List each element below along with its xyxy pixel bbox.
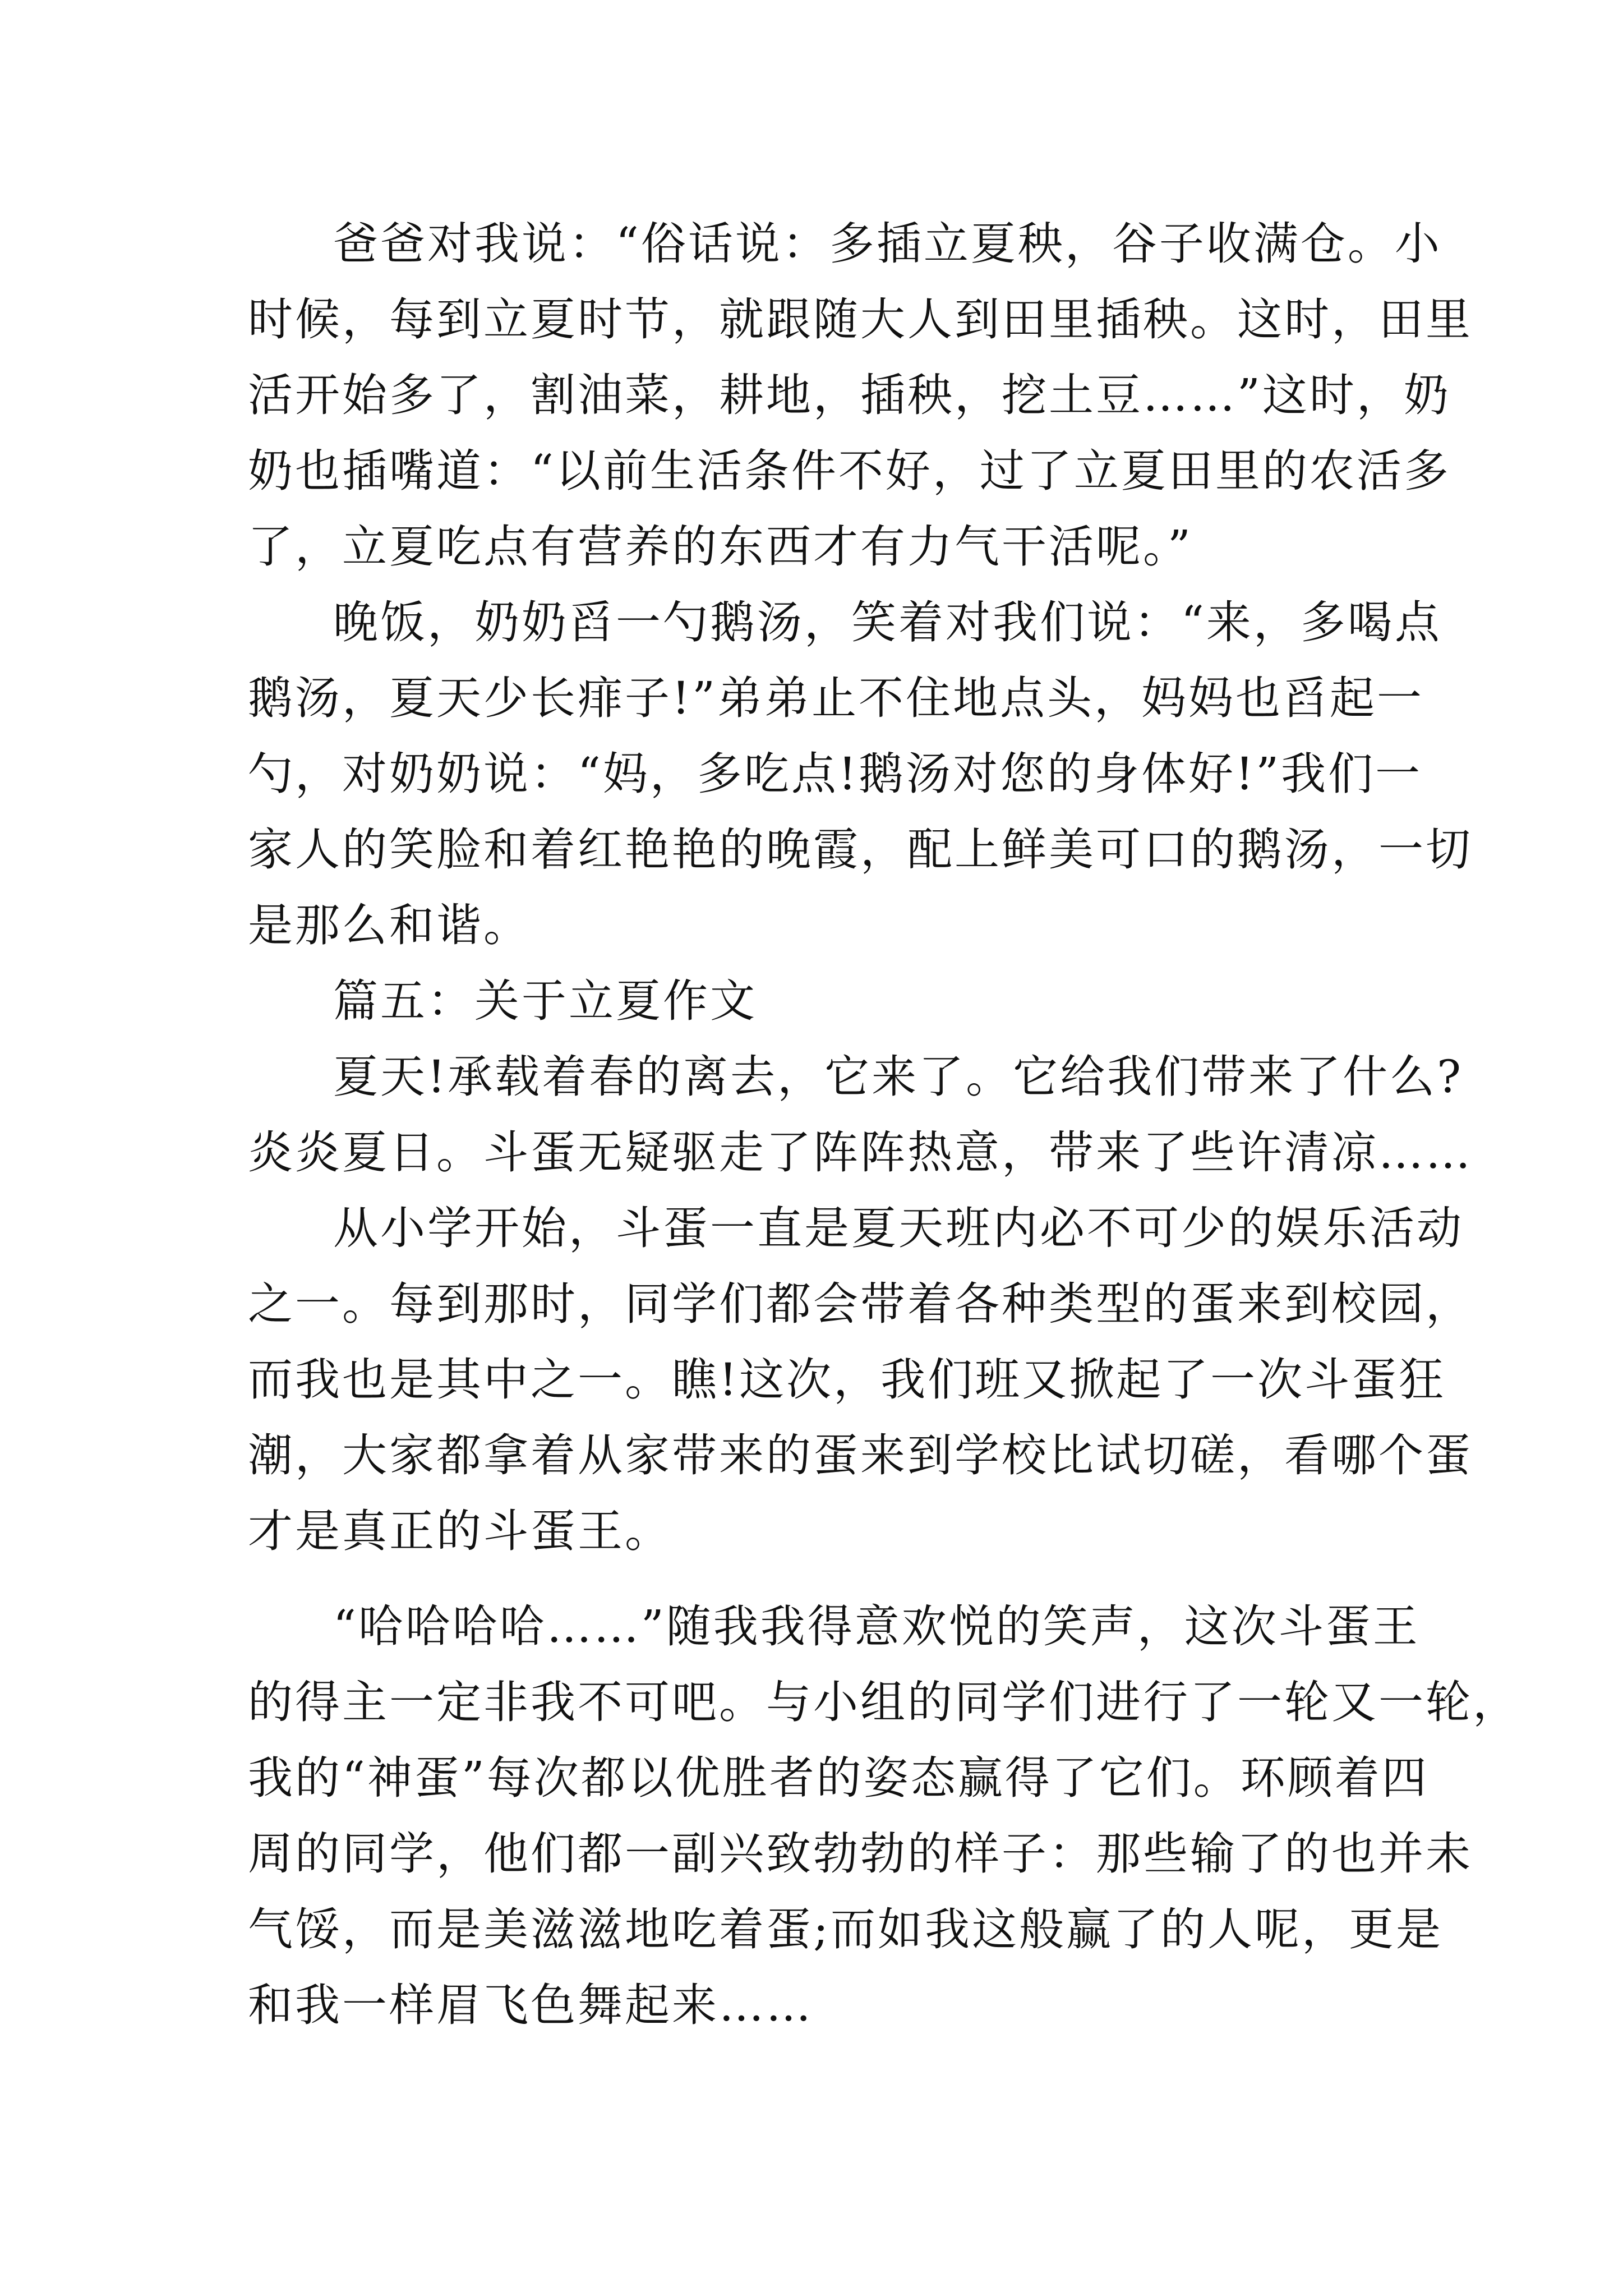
text-line xyxy=(0,1972,1623,2039)
text-line xyxy=(0,1745,1623,1812)
text-line-content: 活开始多了，割油菜，耕地，插秧，挖土豆……”这时，奶 xyxy=(248,369,1451,421)
text-line-content: 之一。每到那时，同学们都会带着各种类型的蛋来到校园， xyxy=(248,1278,1473,1330)
text-line xyxy=(0,1195,1623,1262)
text-line xyxy=(0,816,1623,884)
text-line xyxy=(0,1422,1623,1489)
text-line xyxy=(0,892,1623,959)
text-line-content: 的得主一定非我不可吧。与小组的同学们进行了一轮又一轮， xyxy=(248,1676,1520,1728)
text-line-content: 而我也是其中之一。瞧!这次，我们班又掀起了一次斗蛋狂 xyxy=(248,1354,1446,1406)
text-line xyxy=(0,210,1623,278)
text-line-content: 勺，对奶奶说：“妈，多吃点!鹅汤对您的身体好!”我们一 xyxy=(248,748,1423,800)
text-line xyxy=(0,1271,1623,1338)
text-line-content: 气馁，而是美滋滋地吃着蛋;而如我这般赢了的人呢，更是 xyxy=(248,1903,1443,1955)
text-line-content: “哈哈哈哈……”随我我得意欢悦的笑声，这次斗蛋王 xyxy=(333,1600,1420,1653)
text-line-content: 周的同学，他们都一副兴致勃勃的样子：那些输了的也并未 xyxy=(248,1828,1473,1880)
text-line-content: 夏天!承载着春的离去，它来了。它给我们带来了什么? xyxy=(333,1051,1464,1103)
text-line xyxy=(0,1896,1623,1963)
text-line xyxy=(0,286,1623,353)
text-line-content: 我的“神蛋”每次都以优胜者的姿态赢得了它们。环顾着四 xyxy=(248,1752,1429,1804)
text-line-content: 鹅汤，夏天少长痱子!”弟弟止不住地点头，妈妈也舀起一 xyxy=(248,672,1424,724)
section-heading-text: 篇五：关于立夏作文 xyxy=(333,975,757,1027)
text-line-content: 奶也插嘴道：“以前生活条件不好，过了立夏田里的农活多 xyxy=(248,445,1451,497)
text-line-content: 潮，大家都拿着从家带来的蛋来到学校比试切磋，看哪个蛋 xyxy=(248,1429,1473,1481)
text-line xyxy=(0,438,1623,505)
text-line-content: 是那么和谐。 xyxy=(248,899,531,951)
text-line-content: 家人的笑脸和着红艳艳的晚霞，配上鲜美可口的鹅汤，一切 xyxy=(248,823,1473,876)
text-line-content: 爸爸对我说：“俗话说：多插立夏秧，谷子收满仓。小 xyxy=(333,218,1442,270)
text-line-content: 晚饭，奶奶舀一勺鹅汤，笑着对我们说：“来，多喝点 xyxy=(333,596,1442,648)
text-line xyxy=(0,362,1623,429)
text-line xyxy=(0,740,1623,808)
text-line xyxy=(0,1593,1623,1660)
text-line xyxy=(0,1119,1623,1186)
text-line xyxy=(0,1498,1623,1565)
text-line-content: 时候，每到立夏时节，就跟随大人到田里插秧。这时，田里 xyxy=(248,293,1473,346)
text-line xyxy=(0,589,1623,656)
text-line-content: 了，立夏吃点有营养的东西才有力气干活呢。” xyxy=(248,521,1193,573)
text-line xyxy=(0,1669,1623,1736)
text-line-content: 才是真正的斗蛋王。 xyxy=(248,1505,672,1557)
text-line-content: 炎炎夏日。斗蛋无疑驱走了阵阵热意，带来了些许清凉…… xyxy=(248,1126,1473,1179)
text-line-content: 从小学开始，斗蛋一直是夏天班内必不可少的娱乐活动 xyxy=(333,1202,1464,1254)
text-line xyxy=(0,1820,1623,1888)
text-line-content: 和我一样眉飞色舞起来…… xyxy=(248,1979,813,2031)
text-line xyxy=(0,1346,1623,1414)
section-heading xyxy=(0,968,1623,1035)
text-line xyxy=(0,513,1623,581)
text-line xyxy=(0,1043,1623,1111)
text-line xyxy=(0,665,1623,732)
